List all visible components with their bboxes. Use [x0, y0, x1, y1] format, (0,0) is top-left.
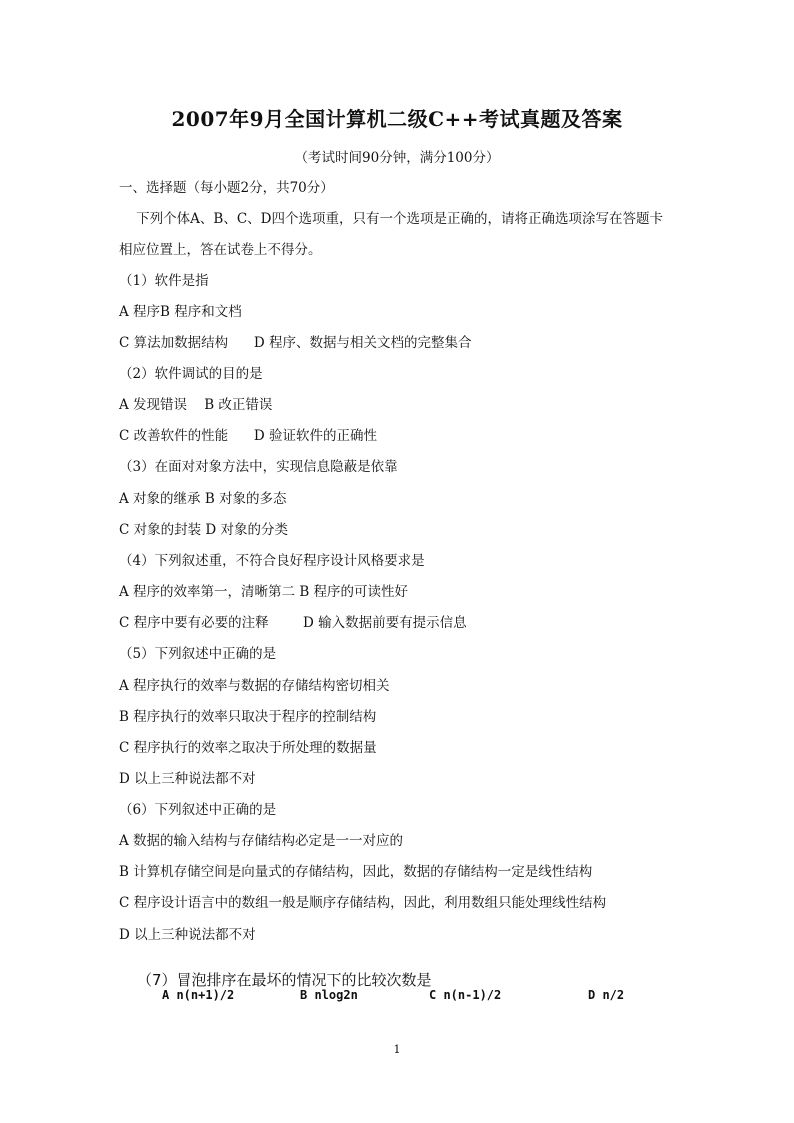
question-7-option-c: C n(n-1)/2: [429, 988, 502, 1002]
question-5-option-b: B 程序执行的效率只取决于程序的控制结构: [119, 709, 377, 725]
question-2: （2）软件调试的目的是: [119, 366, 263, 382]
question-6-option-a: A 数据的输入结构与存储结构必定是一一对应的: [119, 833, 404, 849]
question-1-options-cd: C 算法加数据结构 D 程序、数据与相关文档的完整集合: [119, 335, 472, 351]
question-6-option-b: B 计算机存储空间是向量式的存储结构，因此，数据的存储结构一定是线性结构: [119, 864, 593, 880]
question-1: （1）软件是指: [119, 273, 209, 289]
question-4-options-cd: C 程序中要有必要的注释 D 输入数据前要有提示信息: [119, 615, 467, 631]
question-3-options-cd: C 对象的封装 D 对象的分类: [119, 522, 289, 538]
question-5-option-c: C 程序执行的效率之取决于所处理的数据量: [119, 740, 377, 756]
question-2-options-ab: A 发现错误 B 改正错误: [119, 397, 273, 413]
question-5-option-d: D 以上三种说法都不对: [119, 771, 256, 787]
question-6-option-d: D 以上三种说法都不对: [119, 927, 256, 943]
question-5: （5）下列叙述中正确的是: [119, 646, 277, 662]
section-heading: 一、选择题（每小题2分，共70分）: [119, 180, 334, 196]
exam-info: （考试时间90分钟，满分100分）: [294, 150, 500, 166]
question-4: （4）下列叙述重，不符合良好程序设计风格要求是: [119, 553, 425, 569]
question-2-options-cd: C 改善软件的性能 D 验证软件的正确性: [119, 428, 377, 444]
question-7-option-b: B nlog2n: [300, 988, 358, 1002]
instructions-line-2: 相应位置上，答在试卷上不得分。: [119, 242, 322, 258]
question-5-option-a: A 程序执行的效率与数据的存储结构密切相关: [119, 678, 390, 694]
question-3: （3）在面对对象方法中，实现信息隐蔽是依靠: [119, 459, 398, 475]
page-title: 2007年9月全国计算机二级C++考试真题及答案: [171, 107, 623, 131]
question-7-option-d: D n/2: [588, 988, 625, 1002]
question-1-options-ab: A 程序B 程序和文档: [119, 304, 242, 320]
question-7-option-a: A n(n+1)/2: [162, 988, 235, 1002]
question-3-options-ab: A 对象的继承 B 对象的多态: [119, 491, 287, 507]
page-number: 1: [393, 1043, 401, 1056]
question-7: （7）冒泡排序在最坏的情况下的比较次数是: [137, 971, 432, 989]
question-4-options-ab: A 程序的效率第一，清晰第二 B 程序的可读性好: [119, 584, 409, 600]
instructions-line-1: 下列个体A、B、C、D四个选项重，只有一个选项是正确的，请将正确选项涂写在答题卡: [119, 211, 663, 227]
question-6-option-c: C 程序设计语言中的数组一般是顺序存储结构，因此，利用数组只能处理线性结构: [119, 895, 607, 911]
question-6: （6）下列叙述中正确的是: [119, 802, 277, 818]
